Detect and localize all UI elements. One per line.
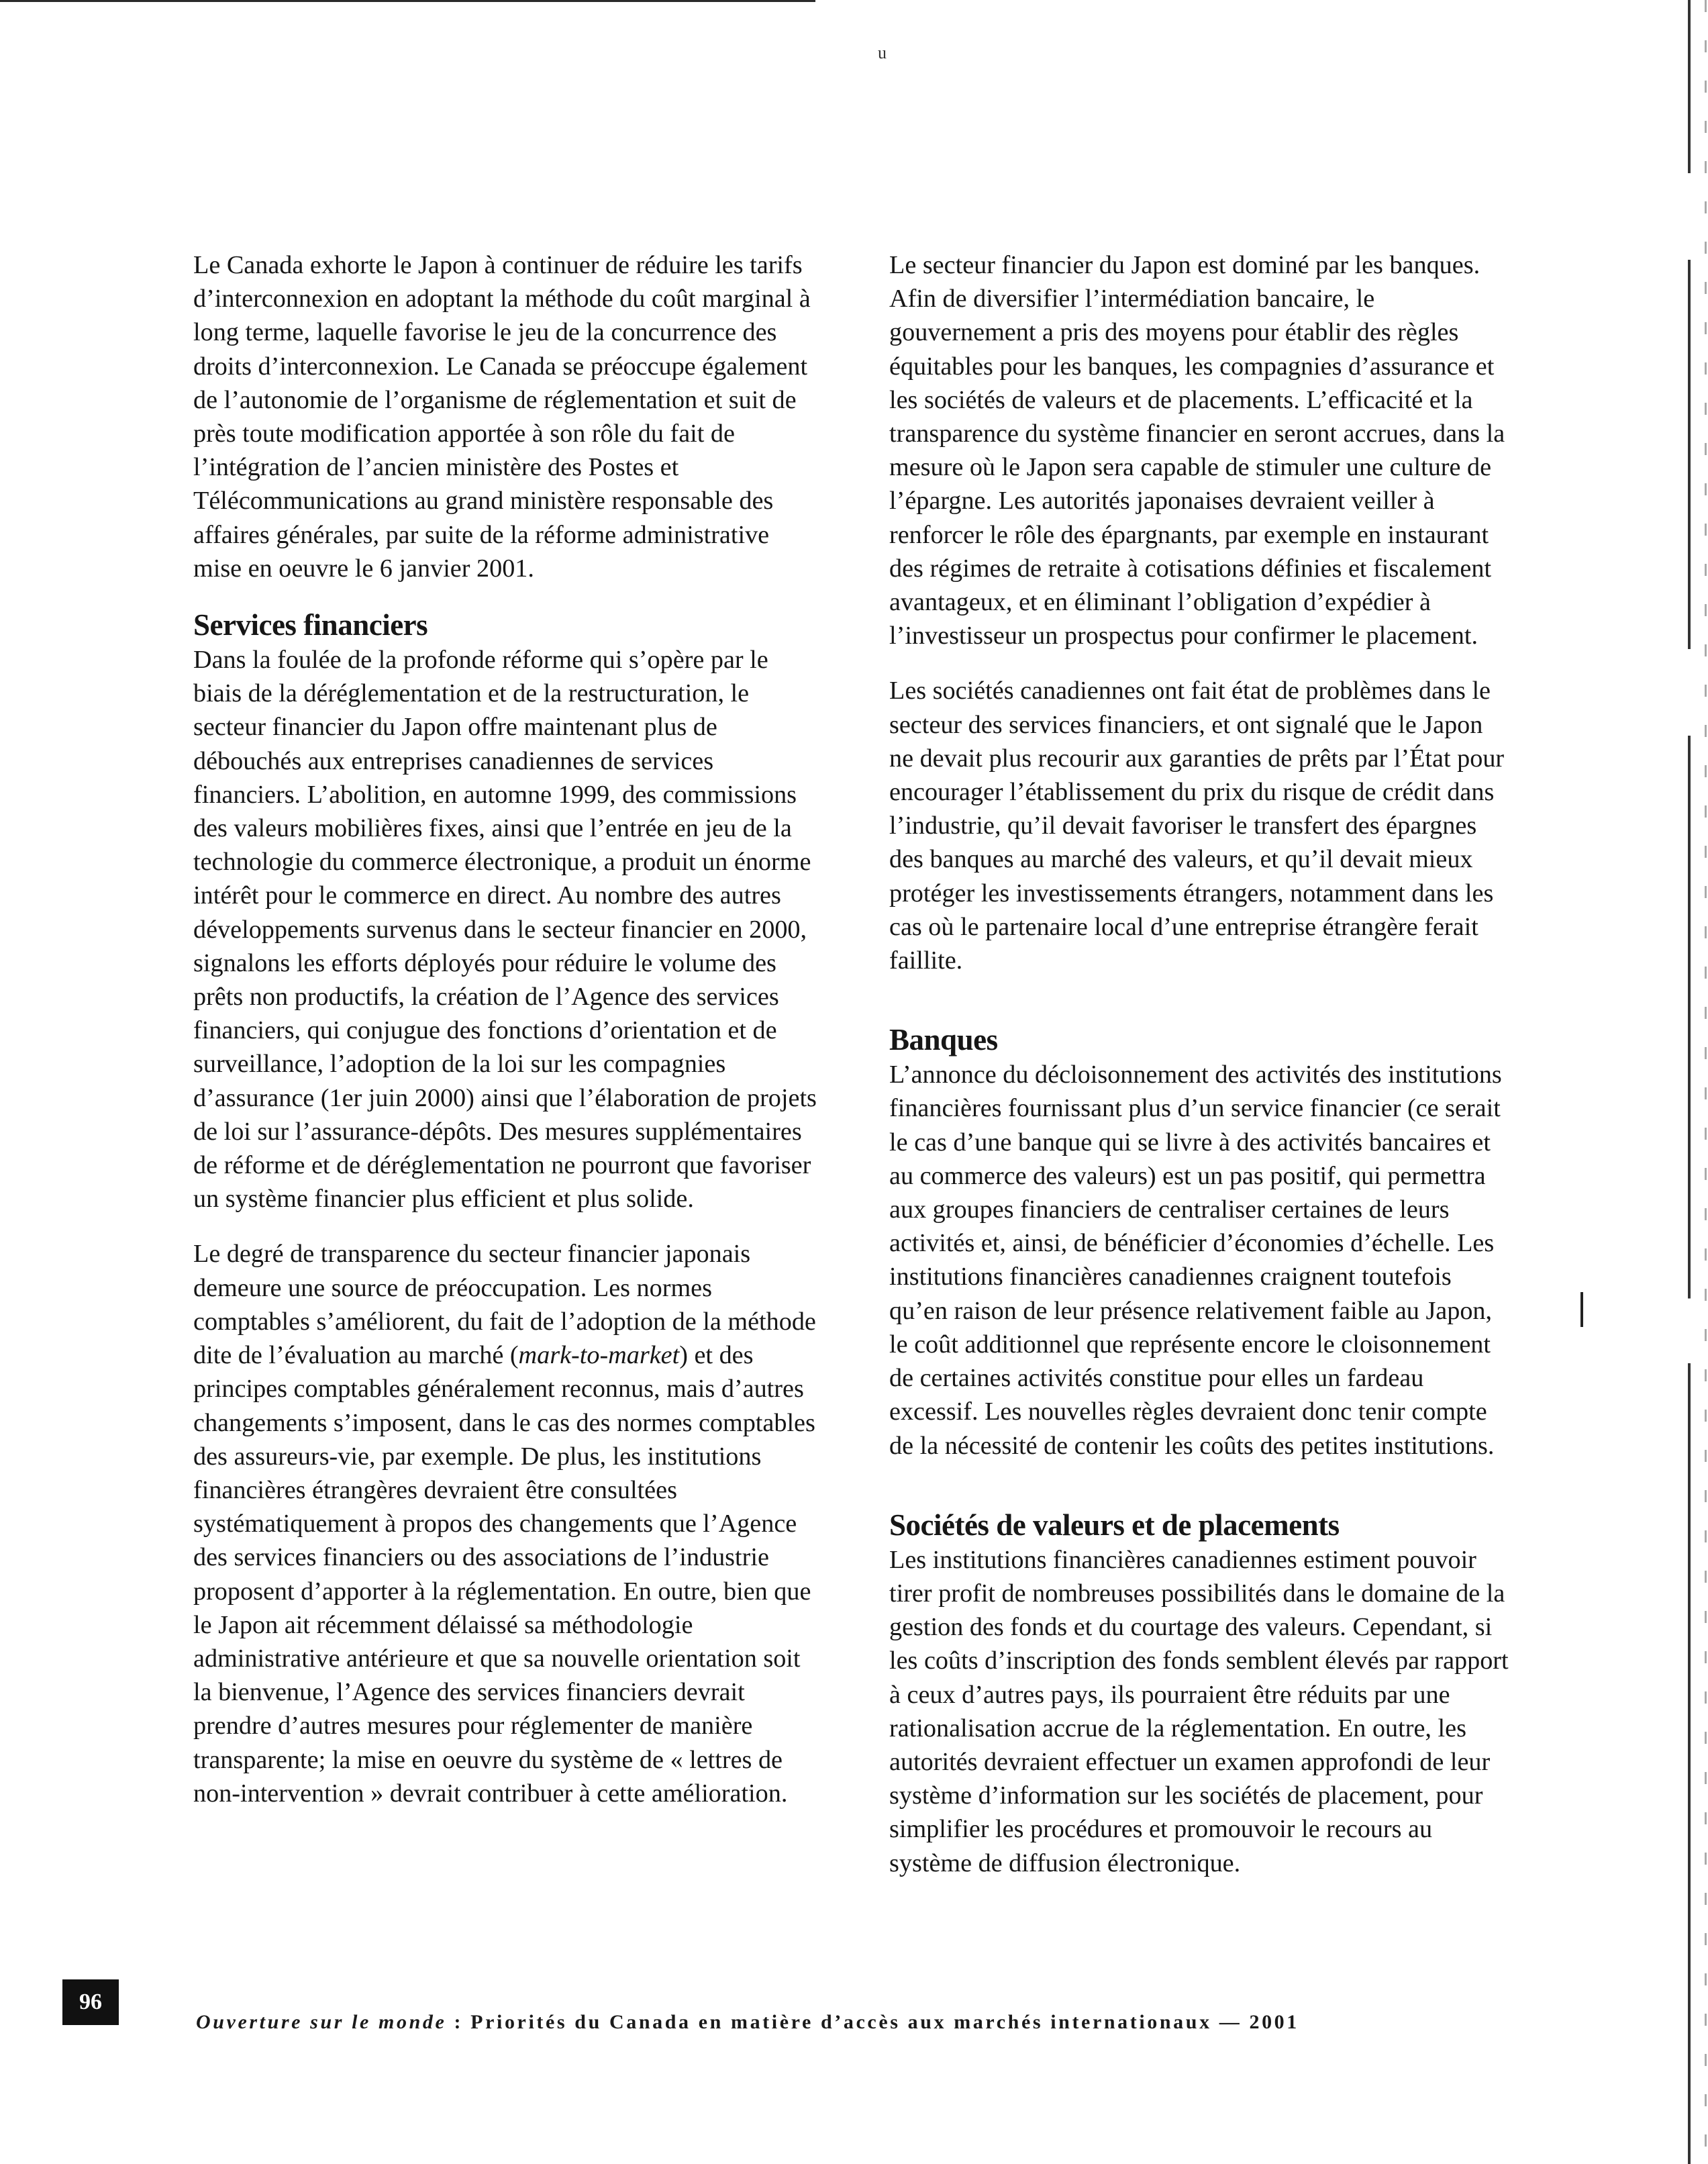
paragraph-banks: L’annonce du décloisonnement des activités des institutions financières fournissant plus d’un service financier (ce serait le cas d’une banque qui se livre à des activités bancaires et au commerce des valeurs) est un pas positif, qui permettra aux groupes financiers de centraliser certaines de leurs activités et, ainsi, de bénéficier d’économies d’échelle. Les institutions financières canadiennes craignent toutefois qu’en raison de leur présence relativement faible au Japon, le coût additionnel que représente encore le cloisonnement de certaines activités constitue pour elles un fardeau excessif. Les nouvelles règles devraient donc tenir compte de la nécessité de contenir les coûts des petites institutions. [889, 1061, 1502, 1460]
paragraph-securities: Les institutions financières canadiennes estiment pouvoir tirer profit de nombreuses possibilités dans le domaine de la gestion des fonds et du courtage des valeurs. Cependant, si les coûts d’inscription des fonds semblent élevés par rapport à ceux d’autres pays, ils pourraient être réduits par une rationalisation accrue de la réglementation. En outre, les autorités devraient effectuer un examen approfondi de leur système d’information sur les sociétés de placement, pour simplifier les procédures et promouvoir le recours au système de diffusion électronique. [889, 1545, 1509, 1877]
heading-banks: Banques [889, 1023, 998, 1057]
scan-border-top [0, 0, 815, 2]
scan-speck: u [878, 43, 887, 62]
footer-title-italic: Ouverture sur le monde [196, 2011, 447, 2033]
footer-title-rest: : Priorités du Canada en matière d’accès aux marchés internationaux — 2001 [446, 2011, 1299, 2033]
paragraph-banking-sector: Le secteur financier du Japon est dominé par les banques. Afin de diversifier l’intermédiation bancaire, le gouvernement a pris des moyens pour établir des règles équitables pour les banques, les compagnies d’assurance et les sociétés de valeurs et de placements. L’efficacité et la transparence du système financier en seront accrues, dans la mesure où le Japon sera capable de stimuler une culture de l’épargne. Les autorités japonaises devraient veiller à renforcer le rôle des épargnants, par exemple en instaurant des régimes de retraite à cotisations définies et fiscalement avantageux, et en éliminant l’obligation d’expédier à l’investisseur un prospectus pour confirmer le placement. [889, 251, 1505, 650]
term-mark-to-market: mark-to-market [518, 1341, 680, 1370]
scan-edge-marks [1705, 0, 1707, 2164]
left-column [193, 248, 817, 1832]
paragraph-canadian-concerns: Les sociétés canadiennes ont fait état de problèmes dans le secteur des services financiers, et ont signalé que le Japon ne devait plus recourir aux garanties de prêts par l’État pour encourager l’établissement du prix du risque de crédit dans l’industrie, qu’il devait favoriser le transfert des épargnes des banques au marché des valeurs, et qu’il devait mieux protéger les investissements étrangers, notamment dans les cas où le partenaire local d’une entreprise étrangère ferait faillite. [889, 677, 1505, 975]
running-footer [196, 2011, 1299, 2034]
scan-border-right [1688, 0, 1691, 2164]
right-column [889, 248, 1510, 1902]
paragraph-interconnection: Le Canada exhorte le Japon à continuer de réduire les tarifs d’interconnexion en adoptant la méthode du coût marginal à long terme, laquelle favorise le jeu de la concurrence des droits d’interconnexion. Le Canada se préoccupe également de l’autonomie de l’organisme de réglementation et suit de près toute modification apportée à son rôle du fait de l’intégration de l’ancien ministère des Postes et Télécommunications au grand ministère responsable des affaires générales, par suite de la réforme administrative mise en oeuvre le 6 janvier 2001. [193, 251, 811, 583]
page-number: 96 [62, 1979, 119, 2025]
paragraph-financial-reform: Dans la foulée de la profonde réforme qui s’opère par le biais de la déréglementation et de la restructuration, le secteur financier du Japon offre maintenant plus de débouchés aux entreprises canadiennes de services financiers. L’abolition, en automne 1999, des commissions des valeurs mobilières fixes, ainsi que l’entrée en jeu de la technologie du commerce électronique, a produit un énorme intérêt pour le commerce en direct. Au nombre des autres développements survenus dans le secteur financier en 2000, signalons les efforts déployés pour réduire le volume des prêts non productifs, la création de l’Agence des services financiers, qui conjugue des fonctions d’orientation et de surveillance, l’adoption de la loi sur les compagnies d’assurance (1er juin 2000) ainsi que l’élaboration de projets de loi sur l’assurance-dépôts. Des mesures supplémentaires de réforme et de déréglementation ne pourront que favoriser un système financier plus efficient et plus solide. [193, 646, 817, 1214]
heading-securities: Sociétés de valeurs et de placements [889, 1508, 1340, 1542]
paragraph-transparency: Le degré de transparence du secteur financier japonais demeure une source de préoccupation. Les normes comptables s’améliorent, du fait de l’adoption de la méthode dite de l’évaluation au marché (mark-to-market) et des principes comptables généralement reconnus, mais d’autres changements s’imposent, dans le cas des normes comptables des assureurs-vie, par exemple. De plus, les institutions financières étrangères devraient être consultées systématiquement à propos des changements que l’Agence des services financiers ou des associations de l’industrie proposent d’apporter à la réglementation. En outre, bien que le Japon ait récemment délaissé sa méthodologie administrative antérieure et que sa nouvelle orientation soit la bienvenue, l’Agence des services financiers devrait prendre d’autres mesures pour réglementer de manière transparente; la mise en oeuvre du système de « lettres de non-intervention » devrait contribuer à cette amélioration. [193, 1240, 816, 1808]
scan-mark [1580, 1292, 1583, 1327]
heading-financial-services: Services financiers [193, 608, 428, 642]
